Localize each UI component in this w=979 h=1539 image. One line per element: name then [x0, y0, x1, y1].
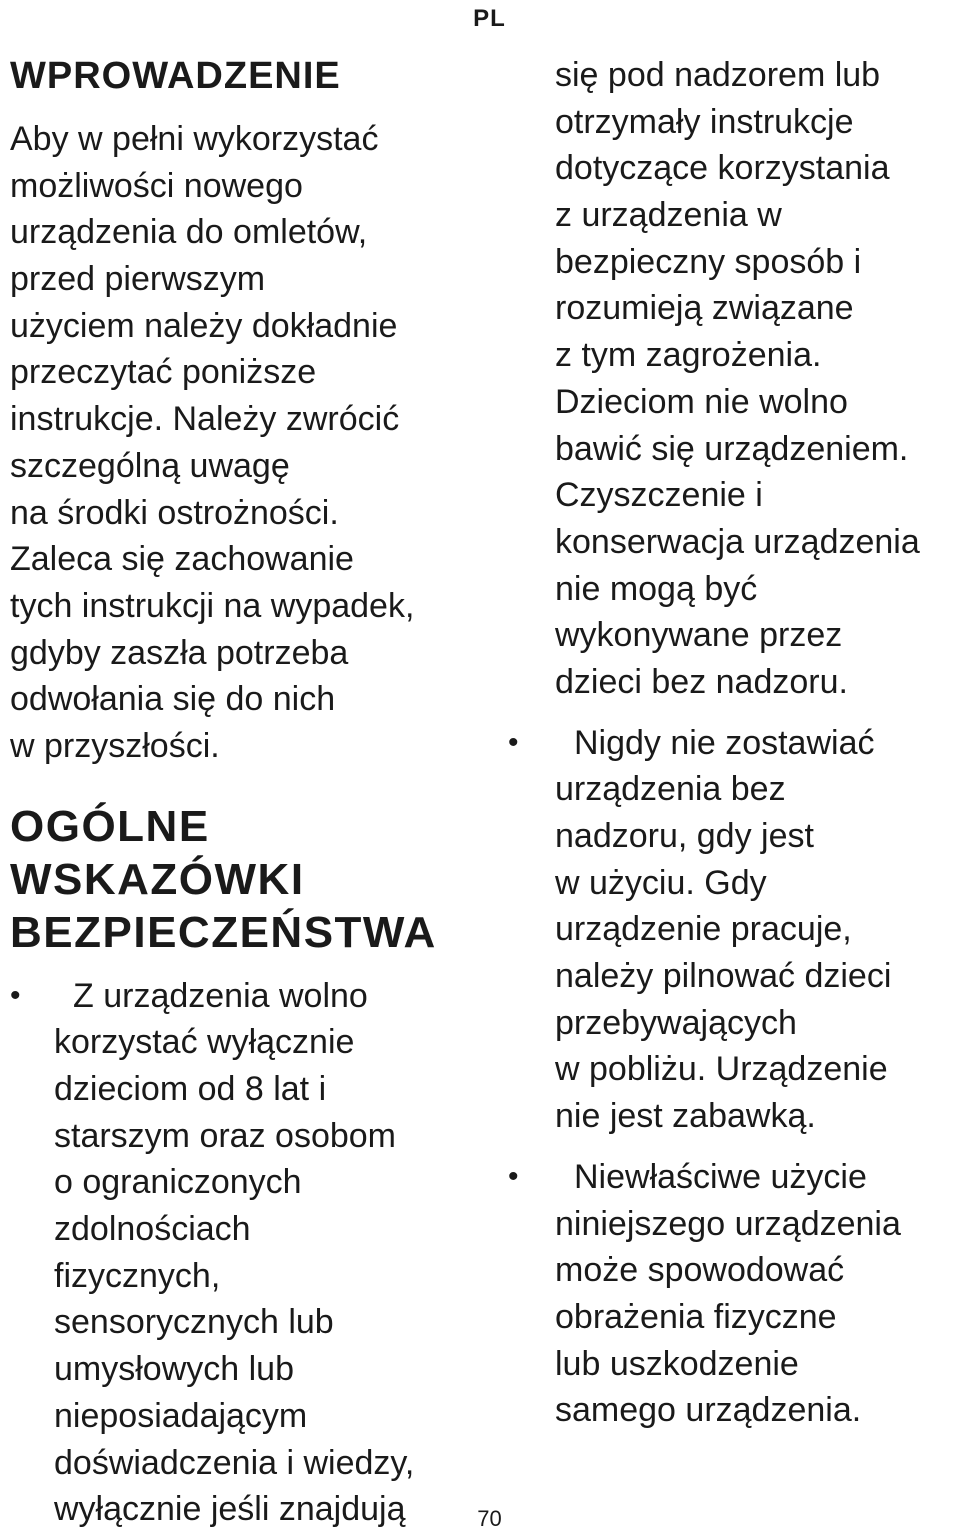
- text-line: o ograniczonych: [54, 1163, 302, 1202]
- text-line: wyłącznie jeśli znajdują: [54, 1490, 406, 1529]
- left-column: [10, 52, 485, 1533]
- text-line: nie jest zabawką.: [555, 1097, 816, 1136]
- safety-heading: [10, 800, 485, 959]
- safety-item-3-text: [555, 1154, 974, 1434]
- text-line: urządzenia bez: [555, 770, 786, 809]
- text-line: Zaleca się zachowanie: [10, 540, 354, 579]
- text-line: Z urządzenia wolno: [73, 976, 368, 1015]
- bullet-icon: •: [508, 1159, 519, 1193]
- text-line: urządzenia do omletów,: [10, 213, 368, 252]
- text-line: odwołania się do nich: [10, 680, 336, 719]
- text-line: bawić się urządzeniem.: [555, 429, 909, 468]
- text-line: z urządzenia w: [555, 196, 782, 235]
- text-line: lub uszkodzenie: [555, 1344, 799, 1383]
- text-line: wykonywane przez: [555, 616, 843, 655]
- safety-item-1-text: [54, 973, 485, 1533]
- text-line: umysłowych lub: [54, 1350, 294, 1389]
- text-line: Czyszczenie i: [555, 476, 763, 515]
- text-line: w pobliżu. Urządzenie: [555, 1050, 888, 1089]
- text-line: się pod nadzorem lub: [555, 56, 881, 94]
- text-line: starszym oraz osobom: [54, 1116, 396, 1155]
- bullet-icon: •: [10, 978, 21, 1012]
- text-line: instrukcje. Należy zwrócić: [10, 400, 400, 439]
- text-line: dotyczące korzystania: [555, 149, 890, 188]
- intro-heading: WPROWADZENIE: [10, 55, 341, 97]
- text-line: samego urządzenia.: [555, 1391, 862, 1430]
- right-column: [508, 52, 974, 1448]
- text-line: fizycznych,: [54, 1256, 221, 1295]
- text-line: w użyciu. Gdy: [555, 863, 767, 902]
- text-line: należy pilnować dzieci: [555, 957, 892, 996]
- text-line: rozumieją związane: [555, 289, 854, 328]
- text-line: konserwacja urządzenia: [555, 522, 920, 561]
- heading-line: OGÓLNE: [10, 801, 210, 851]
- page-number: 70: [477, 1506, 502, 1531]
- text-line: urządzenie pracuje,: [555, 910, 852, 949]
- safety-item-2: [508, 720, 974, 1140]
- text-line: nie mogą być: [555, 569, 758, 608]
- safety-item-3: [508, 1154, 974, 1434]
- safety-item-1-continued: [508, 52, 974, 706]
- text-line: korzystać wyłącznie: [54, 1023, 355, 1062]
- text-line: otrzymały instrukcje: [555, 102, 854, 141]
- text-line: Aby w pełni wykorzystać: [10, 120, 379, 158]
- text-line: w przyszłości.: [10, 726, 220, 765]
- safety-item-2-text: [555, 720, 974, 1140]
- text-line: przeczytać poniższe: [10, 353, 317, 392]
- heading-line: WSKAZÓWKI: [10, 854, 305, 904]
- text-line: może spowodować: [555, 1251, 845, 1290]
- text-line: nadzoru, gdy jest: [555, 817, 814, 855]
- text-line: sensorycznych lub: [54, 1303, 334, 1342]
- text-line: niniejszego urządzenia: [555, 1204, 901, 1243]
- text-line: gdyby zaszła potrzeba: [10, 633, 349, 672]
- text-line: obrażenia fizyczne: [555, 1297, 837, 1336]
- heading-line: BEZPIECZEŃSTWA: [10, 907, 437, 957]
- text-line: tych instrukcji na wypadek,: [10, 586, 415, 625]
- text-line: z tym zagrożenia.: [555, 336, 822, 375]
- text-line: użyciem należy dokładnie: [10, 306, 398, 345]
- text-line: zdolnościach: [54, 1210, 251, 1249]
- text-line: dzieci bez nadzoru.: [555, 662, 848, 701]
- text-line: nieposiadającym: [54, 1396, 308, 1435]
- text-line: szczególną uwagę: [10, 446, 290, 485]
- safety-item-1: [10, 973, 485, 1533]
- text-line: Nigdy nie zostawiać: [574, 723, 875, 762]
- text-line: Niewłaściwe użycie: [574, 1157, 867, 1196]
- text-line: przed pierwszym: [10, 260, 266, 299]
- text-line: przebywających: [555, 1003, 797, 1042]
- text-line: dzieciom od 8 lat i: [54, 1070, 327, 1108]
- text-line: na środki ostrożności.: [10, 493, 339, 532]
- text-line: bezpieczny sposób i: [555, 242, 862, 281]
- bullet-icon: •: [508, 725, 519, 759]
- intro-paragraph: [10, 116, 485, 770]
- text-line: Dzieciom nie wolno: [555, 382, 848, 421]
- text-line: możliwości nowego: [10, 166, 303, 205]
- text-line: doświadczenia i wiedzy,: [54, 1443, 415, 1482]
- language-label: PL: [473, 5, 506, 32]
